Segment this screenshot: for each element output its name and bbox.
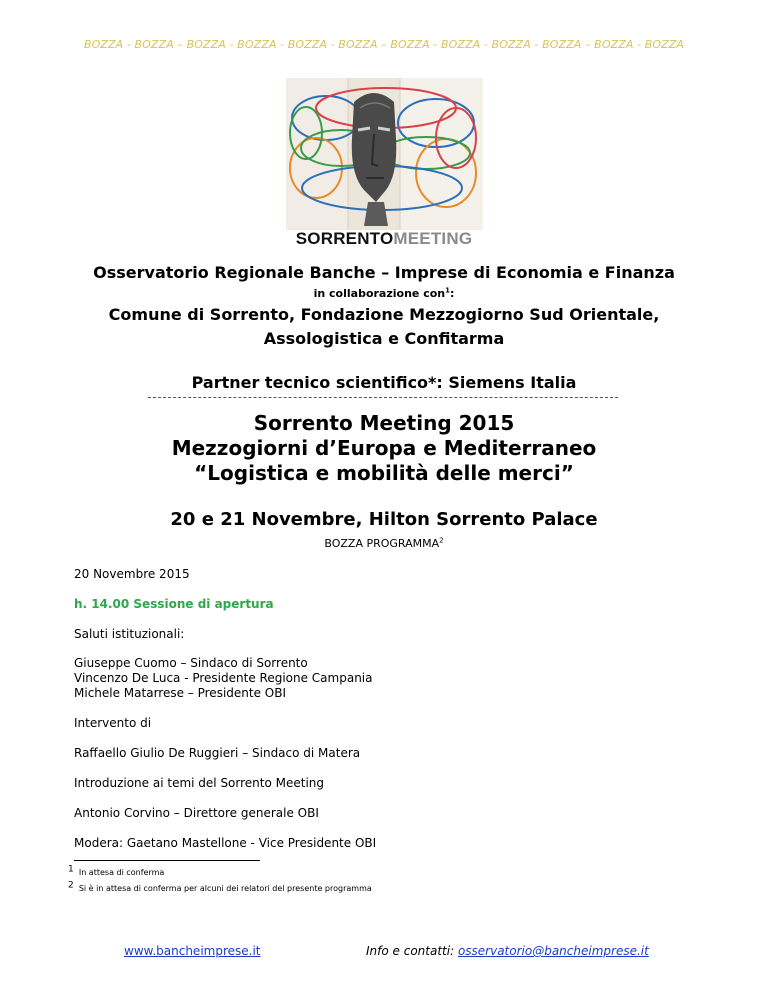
footnote-num: 1 (68, 864, 74, 875)
footnote-1 (68, 864, 165, 877)
event-date-place: 20 e 21 Novembre, Hilton Sorrento Palace (170, 509, 598, 530)
greetings-label: Saluti istituzionali: (74, 627, 185, 641)
intervention-speaker: Raffaello Giulio De Ruggieri – Sindaco di Matera (74, 746, 361, 760)
tech-partner: Partner tecnico scientifico*: Siemens Italia (191, 373, 577, 392)
footnote-ref-2: 2 (439, 536, 444, 545)
intervention-label: Intervento di (74, 716, 152, 730)
partners-line-2: Assologistica e Confitarma (263, 329, 505, 348)
footnote-ref-1: 1 (445, 286, 450, 295)
greetings-list (74, 656, 373, 701)
greeting-speaker: Michele Matarrese – Presidente OBI (74, 686, 286, 700)
website-link[interactable]: www.bancheimprese.it (124, 944, 261, 958)
organizer-title: Osservatorio Regionale Banche – Imprese di Economia e Finanza (93, 263, 675, 282)
footnote-2 (68, 880, 372, 893)
event-subtitle: Mezzogiorni d’Europa e Mediterraneo (171, 436, 597, 460)
brand-part-1: SORRENTO (295, 229, 394, 248)
footer-website[interactable] (124, 944, 261, 958)
event-theme: “Logistica e mobilità delle merci” (194, 461, 574, 485)
program-date: 20 Novembre 2015 (74, 567, 190, 581)
footnote-num: 2 (68, 880, 74, 891)
intro-speaker: Antonio Corvino – Direttore generale OBI (74, 806, 319, 820)
email-link[interactable]: osservatorio@bancheimprese.it (457, 944, 649, 958)
brand-part-2: MEETING (393, 229, 473, 248)
collab-colon: : (449, 287, 455, 300)
moderator: Modera: Gaetano Mastellone - Vice Presidente OBI (74, 836, 377, 850)
footnote-text: In attesa di conferma (78, 868, 165, 877)
footer-contact (366, 944, 649, 958)
event-title: Sorrento Meeting 2015 (253, 411, 515, 435)
partners-line-1: Comune di Sorrento, Fondazione Mezzogiorno Sud Orientale, (108, 305, 660, 324)
footnote-rule (74, 860, 260, 861)
collaboration-line (0, 287, 768, 300)
collab-text: in collaborazione con (313, 287, 446, 300)
dashed-divider (148, 397, 618, 398)
greeting-speaker: Vincenzo De Luca - Presidente Regione Campania (74, 671, 373, 685)
contact-label: Info e contatti: (366, 944, 458, 958)
draft-text: BOZZA PROGRAMMA (324, 537, 440, 550)
intro-label: Introduzione ai temi del Sorrento Meeting (74, 776, 325, 790)
greeting-speaker: Giuseppe Cuomo – Sindaco di Sorrento (74, 656, 308, 670)
brand-wordmark (0, 229, 768, 249)
draft-program-label (0, 537, 768, 550)
footnote-text: Si è in attesa di conferma per alcuni dei relatori del presente programma (78, 884, 372, 893)
draft-watermark: BOZZA - BOZZA – BOZZA - BOZZA - BOZZA - BOZZA – BOZZA - BOZZA - BOZZA - BOZZA – BOZZA - BOZZA (83, 38, 685, 51)
session-title: h. 14.00 Sessione di apertura (74, 597, 274, 611)
event-logo (286, 78, 483, 230)
